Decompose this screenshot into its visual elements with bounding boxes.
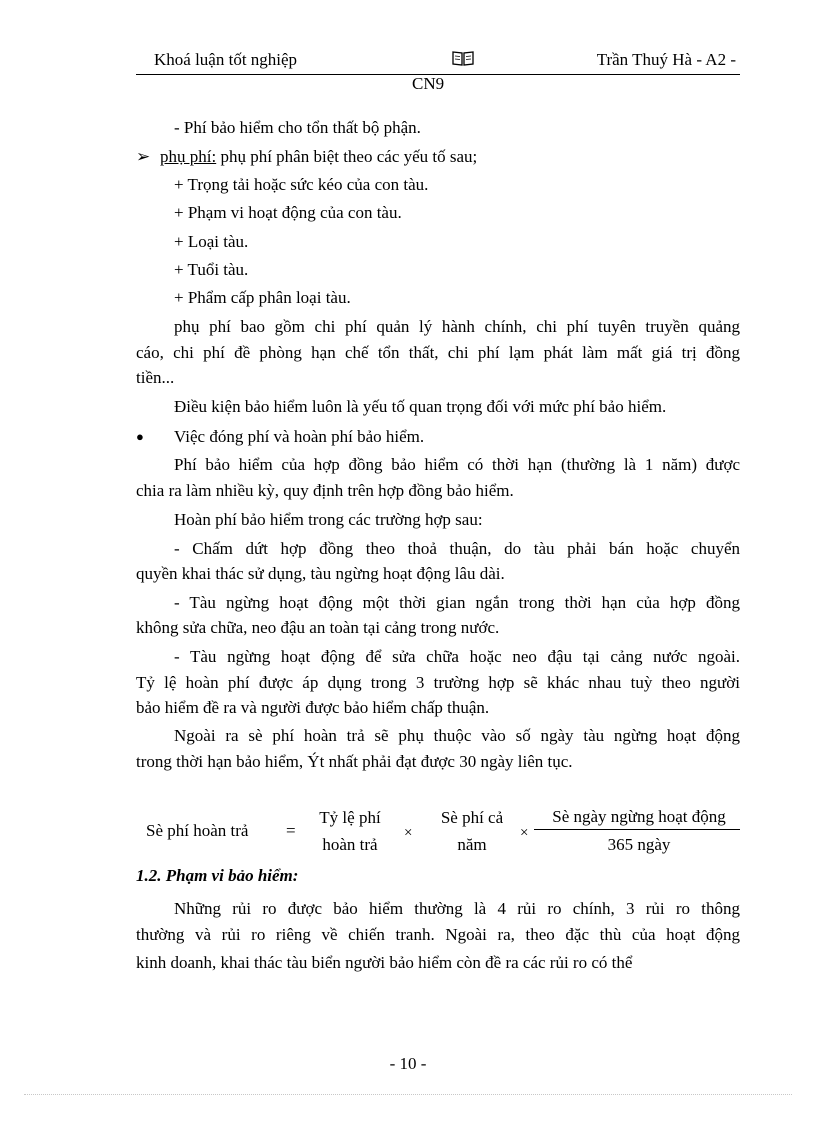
header-author: Trần Thuý Hà - A2 -	[596, 50, 736, 69]
text-line: tiền...	[136, 368, 175, 387]
fraction-bar	[534, 829, 740, 830]
text-line: - Phí bảo hiểm cho tổn thất bộ phận.	[174, 118, 421, 137]
formula-term2-bottom: năm	[457, 835, 487, 854]
text-line: kinh doanh, khai thác tàu biển người bảo hiểm còn đề ra các rủi ro có thể	[136, 953, 633, 972]
text-line: Hoàn phí bảo hiểm trong các trường hợp sau:	[174, 510, 483, 529]
formula-term1-top: Tỷ lệ phí	[319, 808, 381, 827]
text-line: Những rủi ro được bảo hiểm thường là 4 rủi ro chính, 3 rủi ro thông	[174, 899, 740, 918]
page-number: - 10 -	[389, 1054, 427, 1073]
arrow-bullet-icon: ➢	[136, 147, 151, 166]
header-author-cont: CN9	[412, 74, 445, 93]
text-line: cáo, chi phí đề phòng hạn chế tổn thất, chi phí lạm phát làm mất giá trị đồng	[136, 343, 740, 362]
section-heading: 1.2. Phạm vi bảo hiểm:	[136, 866, 299, 885]
text-line: + Loại tàu.	[174, 232, 249, 251]
text-line: + Tuổi tàu.	[174, 260, 249, 279]
formula-term3-denominator: 365 ngày	[607, 835, 671, 854]
formula-lhs: Sè phí hoàn trả	[146, 821, 249, 840]
text-line: Ngoài ra sè phí hoàn trả sẽ phụ thuộc vào số ngày tàu ngừng hoạt động	[174, 726, 740, 745]
text-line: + Trọng tải hoặc sức kéo của con tàu.	[174, 175, 429, 194]
underlined-label: phụ phí:	[160, 147, 217, 166]
text-line	[160, 146, 477, 168]
formula-term1-bottom: hoàn trả	[322, 835, 378, 854]
bullet-icon: ●	[136, 429, 144, 444]
text-line: bảo hiểm đề ra và người được bảo hiểm chấp thuận.	[136, 698, 490, 717]
formula-equals: =	[286, 821, 296, 840]
text-line: chia ra làm nhiều kỳ, quy định trên hợp đồng bảo hiểm.	[136, 481, 514, 500]
text-line: - Chấm dứt hợp đồng theo thoả thuận, do tàu phải bán hoặc chuyển	[174, 539, 740, 558]
text-line: - Tàu ngừng hoạt động để sửa chữa hoặc neo đậu tại cảng nước ngoài.	[174, 647, 740, 666]
text-line: + Phạm vi hoạt động của con tàu.	[174, 203, 402, 222]
text-line: thường và rủi ro riêng về chiến tranh. Ngoài ra, theo đặc thù của hoạt động	[136, 925, 740, 944]
text-line: Điều kiện bảo hiểm luôn là yếu tố quan trọng đối với mức phí bảo hiểm.	[174, 397, 667, 416]
text-line: + Phẩm cấp phân loại tàu.	[174, 288, 351, 307]
text-line: Phí bảo hiểm của hợp đồng bảo hiểm có thời hạn (thường là 1 năm) được	[174, 455, 740, 474]
formula-term3-numerator: Sè ngày ngừng hoạt động	[552, 807, 726, 826]
page-boundary	[24, 1094, 792, 1095]
page-header	[136, 50, 740, 74]
text-line: không sửa chữa, neo đậu an toàn tại cảng trong nước.	[136, 618, 500, 637]
formula-times-2: ×	[520, 825, 529, 841]
text-line: quyền khai thác sử dụng, tàu ngừng hoạt động lâu dài.	[136, 564, 505, 583]
text-line: Tỷ lệ hoàn phí được áp dụng trong 3 trường hợp sẽ khác nhau tuỳ theo người	[136, 673, 740, 692]
text-line: trong thời hạn bảo hiểm, Ýt nhất phải đạt được 30 ngày liên tục.	[136, 752, 573, 771]
text-fragment: phụ phí phân biệt theo các yếu tố sau;	[216, 147, 478, 166]
header-title: Khoá luận tốt nghiệp	[154, 50, 298, 69]
text-line: - Tàu ngừng hoạt động một thời gian ngắn trong thời hạn của hợp đồng	[174, 593, 740, 612]
formula-times-1: ×	[404, 825, 413, 841]
text-line: phụ phí bao gồm chi phí quản lý hành chính, chi phí tuyên truyền quảng	[174, 317, 740, 336]
book-icon	[452, 50, 474, 71]
text-line: Việc đóng phí và hoàn phí bảo hiểm.	[174, 427, 425, 446]
formula-term2-top: Sè phí cả	[440, 808, 504, 827]
